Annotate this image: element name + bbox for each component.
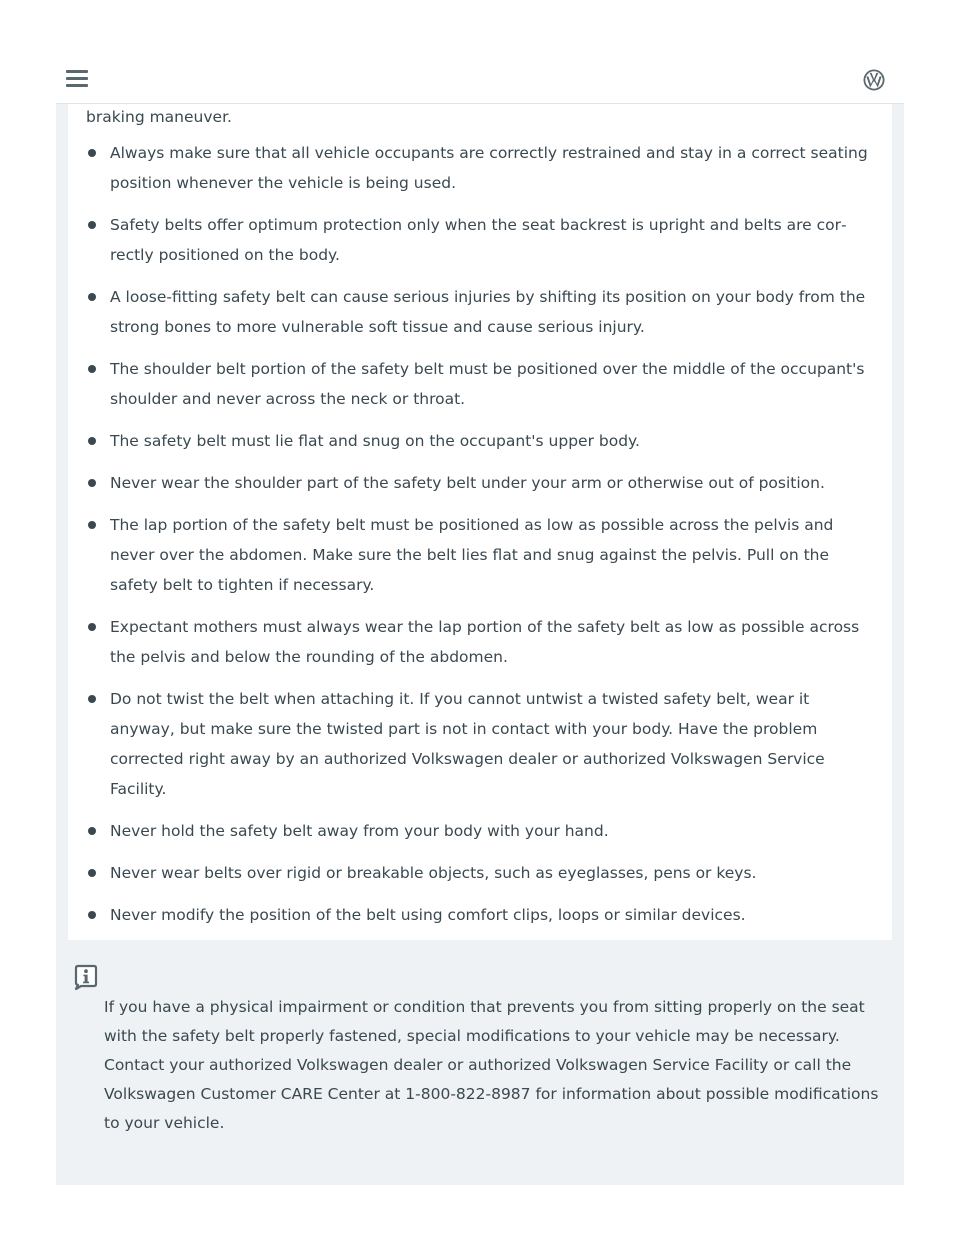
vw-logo-icon[interactable] [863, 69, 885, 91]
warning-bullet-item: The lap portion of the safety belt must be positioned as low as possible across the pelvis and never over the abdomen. Make sure the belt lies flat and snug against the pelvis. Pull on the safety belt to tighten if necessary. [86, 510, 876, 600]
warning-bullet-item: The safety belt must lie flat and snug on the occupant's upper body. [86, 426, 876, 456]
warning-bullet-item: Safety belts offer optimum protection only when the seat backrest is upright and belts are correctly positioned on the body. [86, 210, 876, 270]
warning-bullet-item: The shoulder belt portion of the safety belt must be positioned over the middle of the occupant's shoulder and never across the neck or throat. [86, 354, 876, 414]
warning-box [68, 104, 892, 940]
warning-bullet-item: Always make sure that all vehicle occupants are correctly restrained and stay in a correct seating position whenever the vehicle is being used. [86, 138, 876, 198]
warning-bullet-item: A loose-fitting safety belt can cause serious injuries by shifting its position on your body from the strong bones to more vulnerable soft tissue and cause serious injury. [86, 282, 876, 342]
hamburger-menu-icon[interactable] [66, 70, 88, 88]
content-panel [56, 104, 904, 1185]
warning-bullet-item: Never hold the safety belt away from your body with your hand. [86, 816, 876, 846]
top-bar [56, 56, 904, 104]
warning-bullet-item: Expectant mothers must always wear the lap portion of the safety belt as low as possible across the pelvis and below the rounding of the abdomen. [86, 612, 876, 672]
warning-bullet-item: Never wear belts over rigid or breakable objects, such as eyeglasses, pens or keys. [86, 858, 876, 888]
warning-bullet-item: Never modify the position of the belt using comfort clips, loops or similar devices. [86, 900, 876, 930]
warning-intro-text: braking maneuver. [86, 108, 232, 126]
warning-bullet-item: Never wear the shoulder part of the safety belt under your arm or otherwise out of position. [86, 468, 876, 498]
info-note-icon [72, 964, 98, 990]
warning-bullet-list [86, 138, 876, 942]
warning-bullet-item: Do not twist the belt when attaching it. If you cannot untwist a twisted safety belt, wear it anyway, but make sure the twisted part is not in contact with your body. Have the problem corrected right away by an authorized Volkswagen dealer or authorized Volkswagen Service Facility. [86, 684, 876, 804]
note-text: If you have a physical impairment or condition that prevents you from sitting properly on the seat with the safety belt properly fastened, special modifications to your vehicle may be necessary. Contact your authorized Volkswagen dealer or authorized Volkswagen Service Facility or call the Volkswagen Customer CARE Center at 1-800-822-8987 for information about possible modifications to your vehicle. [104, 998, 879, 1132]
